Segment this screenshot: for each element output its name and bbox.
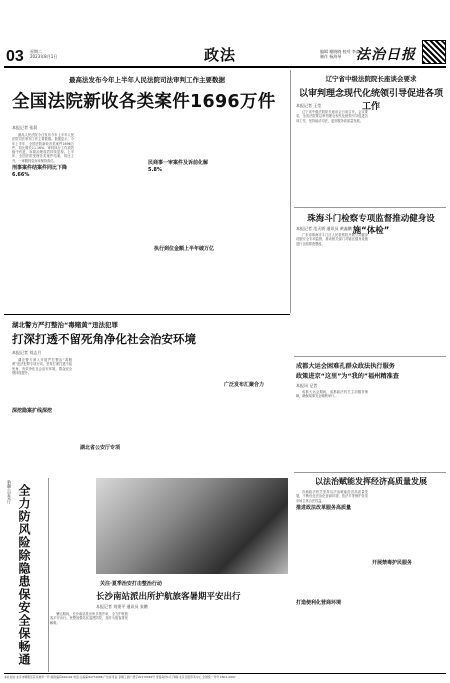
- bottom-byline: 本报记者 刘建平 通讯员 张鹏: [96, 604, 148, 609]
- lead-body: 最高人民法院今日发布今年上半年人民法院司法审判工作主要数据。数据显示，今年上半年，全国法院新收各类案件1696万件，同比增长11.16%。审判执行工作质效稳中有进，诉源治理成效持续显现。上半年，全国法院受理各类案件结案，同比上升，一审服判息诉率保持高位。: [12, 133, 74, 163]
- footer-rule: [4, 673, 446, 674]
- vertical-headline: 全力防风险除隐患保安全保畅通: [17, 484, 31, 666]
- right-mid-byline: 本报记者 范天娇 通讯员 黄鑫鹏: [296, 226, 352, 231]
- right-top-body: 辽宁省中级法院院长座谈会日前召开。会议要求，全省法院要以审判理念现代化统领引导促进各项工作，坚持能动司法，更好服务高质量发展。: [296, 110, 368, 123]
- page-number: 03: [6, 48, 24, 65]
- page-header: [0, 0, 450, 68]
- right-mid-col-2: [372, 233, 444, 353]
- lead-column-1: [12, 133, 74, 307]
- lead-subhead-1: 刑事案件结案件同比下降6.66%: [12, 165, 74, 179]
- column-divider: [290, 70, 291, 313]
- right-bottom-col-1: [296, 490, 368, 670]
- bottom-tag: 关注·夏季治安打击整治行动: [100, 581, 162, 587]
- bottom-col-1: [50, 612, 128, 672]
- vertical-kicker: 新疆公安党厅: [7, 480, 12, 504]
- middle-col-1: [12, 358, 72, 476]
- lead-subhead-2: 民商事一审案件及诉前化解5.8%: [148, 160, 218, 174]
- right-lower-body: 成都大运会期间，成都政法机关主动服务保障，确保赛事安全顺利举行。: [296, 390, 368, 399]
- middle-rule: [4, 314, 290, 315]
- editor-line-2: 制作 杨海琴: [320, 54, 342, 59]
- right-lower-col-2: [372, 390, 444, 470]
- bottom-col-3: [212, 612, 288, 672]
- middle-sub-2: 湖北省公安厅专项: [80, 445, 146, 452]
- right-top-kicker: 辽宁省中级法院院长座谈会要求: [325, 75, 417, 83]
- right-top-col-1: [296, 110, 368, 205]
- right-lower-headline-2: 政策进京“这里”为“我的”福州精准查: [296, 373, 399, 380]
- right-lower-col-1: [296, 390, 368, 470]
- editor-credits: [320, 49, 360, 59]
- middle-sub-3: 广泛发布汇聚合力: [224, 382, 288, 389]
- right-top-byline: 本报记者 王莹: [296, 103, 322, 108]
- right-bottom-sub-3: 开展禁毒护民服务: [372, 560, 444, 567]
- right-top-headline: 以审判理念现代化统领引导促进各项工作: [298, 89, 443, 112]
- lead-byline: 本报记者 张晨: [12, 125, 38, 130]
- right-bottom-sub-2: 打造便利化营商环境: [296, 600, 368, 607]
- bottom-col-2: [132, 612, 208, 672]
- middle-headline: 打深打透不留死角净化社会治安环境: [12, 332, 196, 346]
- vertical-story: [4, 478, 49, 672]
- right-bottom-headline: 以法治赋能发挥经济高质量发展: [315, 477, 427, 486]
- page-weekday: 星期二: [30, 49, 42, 54]
- middle-col-2: [76, 330, 146, 476]
- right-top-col-2: [372, 110, 444, 205]
- right-bottom-body: 各地政法机关坚持以法治赋能经济高质量发展，不断优化法治化营商环境，依法平等保护各类市场主体合法权益。: [296, 490, 368, 503]
- middle-byline: 本报记者 刘志月: [12, 350, 42, 355]
- vertical-story-body: [50, 478, 94, 578]
- right-mid-headline: 珠海斗门检察专项监督推动健身设施“体检”: [307, 214, 435, 236]
- page-meta: [30, 49, 57, 59]
- middle-body: 湖北警方深入开展严打整治“毒赌黄”违法犯罪专项行动，坚持打深打透不留死角，有效净化社会治安环境，群众安全感持续提升。: [12, 358, 72, 375]
- middle-col-4: [224, 330, 288, 476]
- bottom-headline: 长沙南站派出所护航旅客暑期平安出行: [96, 592, 241, 602]
- lead-subhead-3: 执行到位金额上半年破万亿: [154, 246, 224, 253]
- page-date: 2023年8月1日: [30, 54, 58, 59]
- news-photo: [96, 478, 288, 574]
- qr-code-icon: [422, 40, 446, 64]
- right-rule-3: [294, 472, 446, 473]
- right-bottom-col-2: [372, 490, 444, 670]
- header-rule: [4, 66, 446, 68]
- middle-sub-1: 深挖隐案扩线深挖: [12, 408, 72, 415]
- masthead: 法治日报: [356, 47, 416, 63]
- bottom-body: 暑运期间，长沙南站派出所多措并举，全力护航旅客平安出行。民警加强站区巡逻防控，及时为旅客排忧解难。: [50, 612, 128, 625]
- right-lower-byline: 本报讯 记者: [296, 383, 318, 388]
- lead-headline: 全国法院新收各类案件1696万件: [12, 92, 276, 112]
- section-title: 政法: [204, 46, 237, 64]
- lead-kicker: 最高法发布今年上半年人民法院司法审判工作主要数据: [69, 76, 225, 84]
- right-mid-body: 广东省珠海市斗门区人民检察院开展公共健身设施安全专项监督，推动相关部门对辖区健身设施进行全面排查整改。: [296, 233, 368, 246]
- right-rule-2: [294, 356, 446, 357]
- middle-col-3: [150, 330, 220, 476]
- lead-column-2: [80, 133, 142, 307]
- middle-tag: 湖北警方严打整治“毒赌黄”违法犯罪: [12, 321, 119, 329]
- right-mid-col-1: [296, 233, 368, 353]
- right-lower-headline: 成都大运会困难孔群众政法执行服务: [296, 363, 395, 370]
- right-rule-1: [294, 207, 446, 208]
- right-bottom-sub-1: 推进政法改革服务高质量: [296, 505, 368, 512]
- lead-column-4: [216, 133, 278, 307]
- editor-line-1: 编辑 谢晓晓 校对 李淼: [320, 49, 360, 54]
- page-footer: 本社社址:北京市朝阳区花家地甲一号 邮政编码100102 电话:总编室84772088 广告许可证:京朝工商广登字20170049号 零售每份1元 印刷:北京日报印务中心 全国统一刊号 CN11-0067: [4, 675, 236, 679]
